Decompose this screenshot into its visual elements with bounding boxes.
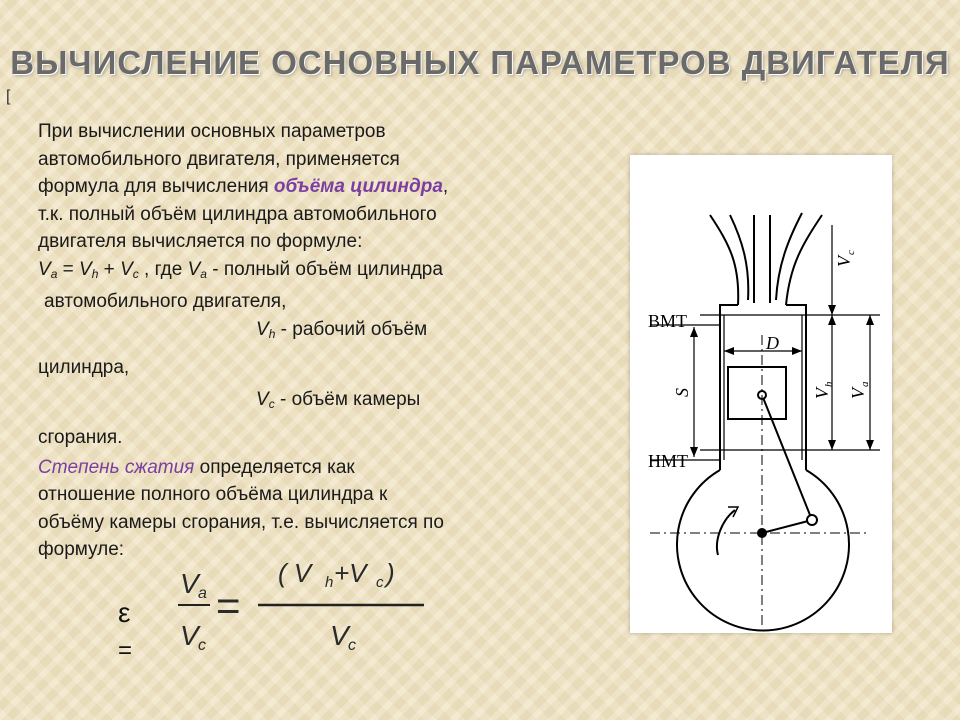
text-line: цилиндра, — [38, 357, 130, 378]
den-left-v: V — [180, 620, 199, 651]
vh-definition: $V_h$ - рабочий объём — [256, 318, 428, 341]
epsilon-symbol: ε — [118, 597, 131, 628]
num-right-sub-h: h — [325, 574, 334, 591]
head-left — [720, 305, 738, 315]
num-right-plus-v: +V — [334, 560, 367, 588]
label-va-sub: a — [859, 381, 871, 387]
label-vc-sub: c — [845, 250, 857, 255]
label-vc: V — [834, 256, 854, 267]
slide-title: ВЫЧИСЛЕНИЕ ОСНОВНЫХ ПАРАМЕТРОВ ДВИГАТЕЛЯ — [10, 44, 950, 81]
text-line: формула для вычисления объёма цилиндра, — [38, 176, 449, 197]
stray-bracket: [ — [6, 88, 11, 105]
cylinder-diagram-svg — [630, 155, 892, 633]
crank-arm — [762, 520, 812, 533]
label-vh: V — [812, 388, 832, 399]
text-line: двигателя вычисляется по формуле: — [38, 231, 363, 252]
num-right-sub-c: c — [376, 574, 384, 591]
text-line: отношение полного объёма цилиндра к — [38, 484, 388, 505]
vc-definition: $V_c$ - объём камеры — [256, 388, 421, 411]
cylinder-volume-highlight: объёма цилиндра — [273, 176, 443, 197]
crankcase — [677, 470, 849, 630]
intake-curve-right — [786, 215, 822, 305]
text-line: автомобильного двигателя, — [44, 291, 287, 312]
text-line: т.к. полный объём цилиндра автомобильного — [38, 203, 437, 225]
text-line: При вычислении основных параметров — [38, 121, 386, 142]
compression-formula — [110, 560, 450, 710]
equals-sign-big: = — [216, 582, 241, 629]
engine-cylinder-diagram — [630, 155, 892, 633]
head-right — [786, 305, 806, 315]
den-left-sub: c — [198, 637, 206, 654]
num-right-close: ) — [386, 560, 395, 588]
volume-equation: $V_a = V_h + V_c$ , где $V_a$ - полный объём цилиндра — [38, 258, 443, 281]
equals-sign-small: = — [118, 637, 133, 664]
label-va: V — [848, 388, 868, 399]
intake-curve-left — [710, 215, 738, 305]
text-line: формуле: — [38, 539, 125, 560]
text-line: автомобильного двигателя, применяется — [38, 148, 400, 170]
label-bdc: НМТ — [648, 451, 688, 471]
den-right-v: V — [330, 620, 349, 651]
den-right-sub: c — [348, 637, 356, 654]
piston — [728, 367, 786, 419]
num-left-v: V — [180, 568, 199, 599]
num-left-sub: a — [198, 585, 207, 602]
text-line: сгорания. — [38, 427, 123, 448]
compression-ratio-line: Степень сжатия определяется как — [38, 456, 355, 478]
arrowheads — [690, 305, 874, 457]
label-stroke: S — [672, 388, 692, 397]
label-bore: D — [766, 333, 779, 353]
text-line: объёму камеры сгорания, т.е. вычисляется по — [38, 511, 444, 533]
compression-ratio-highlight: Степень сжатия — [38, 456, 195, 478]
body-text — [38, 118, 598, 564]
label-tdc: ВМТ — [648, 311, 688, 331]
crank-pin — [807, 515, 817, 525]
num-right-open: ( V — [278, 560, 312, 588]
label-vh-sub: h — [823, 381, 835, 387]
formula-svg — [110, 560, 450, 710]
